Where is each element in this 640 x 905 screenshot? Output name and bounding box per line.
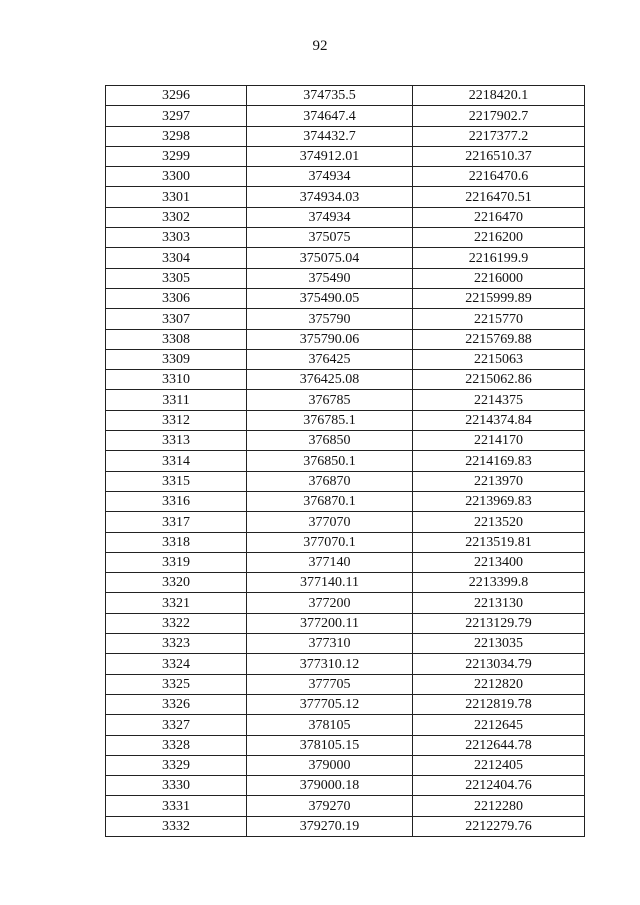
table-row <box>106 349 585 369</box>
table-row <box>106 491 585 511</box>
table-row <box>106 654 585 674</box>
point-number-cell: 3313 <box>106 431 247 451</box>
x-coordinate-cell: 374934 <box>247 167 413 187</box>
table-row <box>106 451 585 471</box>
y-coordinate-cell: 2216000 <box>413 268 585 288</box>
table-row <box>106 552 585 572</box>
table-row <box>106 796 585 816</box>
x-coordinate-cell: 376850.1 <box>247 451 413 471</box>
x-coordinate-cell: 377140.11 <box>247 573 413 593</box>
table-row <box>106 471 585 491</box>
x-coordinate-cell: 374647.4 <box>247 106 413 126</box>
point-number-cell: 3318 <box>106 532 247 552</box>
point-number-cell: 3319 <box>106 552 247 572</box>
y-coordinate-cell: 2212279.76 <box>413 816 585 836</box>
table-row <box>106 248 585 268</box>
y-coordinate-cell: 2213970 <box>413 471 585 491</box>
point-number-cell: 3323 <box>106 634 247 654</box>
table-row <box>106 167 585 187</box>
x-coordinate-cell: 374912.01 <box>247 146 413 166</box>
y-coordinate-cell: 2215769.88 <box>413 329 585 349</box>
y-coordinate-cell: 2212644.78 <box>413 735 585 755</box>
x-coordinate-cell: 379000 <box>247 755 413 775</box>
point-number-cell: 3304 <box>106 248 247 268</box>
page-number: 92 <box>312 38 328 54</box>
x-coordinate-cell: 378105 <box>247 715 413 735</box>
y-coordinate-cell: 2213035 <box>413 634 585 654</box>
x-coordinate-cell: 375790.06 <box>247 329 413 349</box>
y-coordinate-cell: 2212280 <box>413 796 585 816</box>
y-coordinate-cell: 2215063 <box>413 349 585 369</box>
table-row <box>106 512 585 532</box>
point-number-cell: 3328 <box>106 735 247 755</box>
x-coordinate-cell: 375490 <box>247 268 413 288</box>
point-number-cell: 3324 <box>106 654 247 674</box>
x-coordinate-cell: 376425 <box>247 349 413 369</box>
x-coordinate-cell: 377070 <box>247 512 413 532</box>
x-coordinate-cell: 379000.18 <box>247 776 413 796</box>
point-number-cell: 3326 <box>106 694 247 714</box>
y-coordinate-cell: 2213400 <box>413 552 585 572</box>
table-row <box>106 86 585 106</box>
table-row <box>106 288 585 308</box>
coordinates-table-body <box>106 86 585 837</box>
x-coordinate-cell: 377070.1 <box>247 532 413 552</box>
y-coordinate-cell: 2212405 <box>413 755 585 775</box>
y-coordinate-cell: 2215999.89 <box>413 288 585 308</box>
y-coordinate-cell: 2216470.6 <box>413 167 585 187</box>
point-number-cell: 3332 <box>106 816 247 836</box>
x-coordinate-cell: 375790 <box>247 309 413 329</box>
point-number-cell: 3329 <box>106 755 247 775</box>
table-row <box>106 573 585 593</box>
point-number-cell: 3302 <box>106 207 247 227</box>
y-coordinate-cell: 2213399.8 <box>413 573 585 593</box>
x-coordinate-cell: 376870 <box>247 471 413 491</box>
table-row <box>106 532 585 552</box>
y-coordinate-cell: 2214169.83 <box>413 451 585 471</box>
x-coordinate-cell: 376425.08 <box>247 370 413 390</box>
y-coordinate-cell: 2212819.78 <box>413 694 585 714</box>
table-row <box>106 735 585 755</box>
point-number-cell: 3308 <box>106 329 247 349</box>
x-coordinate-cell: 375490.05 <box>247 288 413 308</box>
x-coordinate-cell: 377310.12 <box>247 654 413 674</box>
x-coordinate-cell: 379270.19 <box>247 816 413 836</box>
x-coordinate-cell: 377140 <box>247 552 413 572</box>
y-coordinate-cell: 2214375 <box>413 390 585 410</box>
table-row <box>106 207 585 227</box>
table-row <box>106 268 585 288</box>
table-row <box>106 715 585 735</box>
x-coordinate-cell: 376785.1 <box>247 410 413 430</box>
x-coordinate-cell: 377200 <box>247 593 413 613</box>
x-coordinate-cell: 374735.5 <box>247 86 413 106</box>
table-row <box>106 228 585 248</box>
point-number-cell: 3307 <box>106 309 247 329</box>
y-coordinate-cell: 2217902.7 <box>413 106 585 126</box>
y-coordinate-cell: 2212820 <box>413 674 585 694</box>
table-row <box>106 634 585 654</box>
point-number-cell: 3315 <box>106 471 247 491</box>
y-coordinate-cell: 2212645 <box>413 715 585 735</box>
point-number-cell: 3310 <box>106 370 247 390</box>
x-coordinate-cell: 374934 <box>247 207 413 227</box>
y-coordinate-cell: 2215770 <box>413 309 585 329</box>
point-number-cell: 3305 <box>106 268 247 288</box>
y-coordinate-cell: 2212404.76 <box>413 776 585 796</box>
x-coordinate-cell: 377705.12 <box>247 694 413 714</box>
y-coordinate-cell: 2213034.79 <box>413 654 585 674</box>
table-row <box>106 370 585 390</box>
table-row <box>106 390 585 410</box>
y-coordinate-cell: 2216510.37 <box>413 146 585 166</box>
point-number-cell: 3327 <box>106 715 247 735</box>
point-number-cell: 3314 <box>106 451 247 471</box>
x-coordinate-cell: 378105.15 <box>247 735 413 755</box>
point-number-cell: 3311 <box>106 390 247 410</box>
table-row <box>106 126 585 146</box>
y-coordinate-cell: 2216470 <box>413 207 585 227</box>
table-row <box>106 674 585 694</box>
point-number-cell: 3330 <box>106 776 247 796</box>
table-row <box>106 106 585 126</box>
table-row <box>106 309 585 329</box>
x-coordinate-cell: 377705 <box>247 674 413 694</box>
x-coordinate-cell: 376870.1 <box>247 491 413 511</box>
y-coordinate-cell: 2216470.51 <box>413 187 585 207</box>
y-coordinate-cell: 2215062.86 <box>413 370 585 390</box>
y-coordinate-cell: 2218420.1 <box>413 86 585 106</box>
y-coordinate-cell: 2213129.79 <box>413 613 585 633</box>
table-row <box>106 816 585 836</box>
x-coordinate-cell: 377310 <box>247 634 413 654</box>
point-number-cell: 3325 <box>106 674 247 694</box>
y-coordinate-cell: 2214374.84 <box>413 410 585 430</box>
table-row <box>106 613 585 633</box>
y-coordinate-cell: 2216199.9 <box>413 248 585 268</box>
table-row <box>106 755 585 775</box>
point-number-cell: 3312 <box>106 410 247 430</box>
x-coordinate-cell: 374432.7 <box>247 126 413 146</box>
point-number-cell: 3316 <box>106 491 247 511</box>
point-number-cell: 3303 <box>106 228 247 248</box>
point-number-cell: 3299 <box>106 146 247 166</box>
table-row <box>106 431 585 451</box>
table-row <box>106 593 585 613</box>
point-number-cell: 3301 <box>106 187 247 207</box>
point-number-cell: 3331 <box>106 796 247 816</box>
point-number-cell: 3298 <box>106 126 247 146</box>
table-row <box>106 146 585 166</box>
table-row <box>106 187 585 207</box>
point-number-cell: 3306 <box>106 288 247 308</box>
y-coordinate-cell: 2213130 <box>413 593 585 613</box>
y-coordinate-cell: 2213969.83 <box>413 491 585 511</box>
point-number-cell: 3317 <box>106 512 247 532</box>
point-number-cell: 3297 <box>106 106 247 126</box>
point-number-cell: 3322 <box>106 613 247 633</box>
y-coordinate-cell: 2216200 <box>413 228 585 248</box>
x-coordinate-cell: 376785 <box>247 390 413 410</box>
x-coordinate-cell: 379270 <box>247 796 413 816</box>
x-coordinate-cell: 375075.04 <box>247 248 413 268</box>
x-coordinate-cell: 374934.03 <box>247 187 413 207</box>
table-row <box>106 694 585 714</box>
x-coordinate-cell: 377200.11 <box>247 613 413 633</box>
point-number-cell: 3309 <box>106 349 247 369</box>
y-coordinate-cell: 2214170 <box>413 431 585 451</box>
point-number-cell: 3296 <box>106 86 247 106</box>
x-coordinate-cell: 375075 <box>247 228 413 248</box>
y-coordinate-cell: 2217377.2 <box>413 126 585 146</box>
table-row <box>106 776 585 796</box>
point-number-cell: 3320 <box>106 573 247 593</box>
table-row <box>106 329 585 349</box>
y-coordinate-cell: 2213520 <box>413 512 585 532</box>
point-number-cell: 3321 <box>106 593 247 613</box>
x-coordinate-cell: 376850 <box>247 431 413 451</box>
coordinates-table <box>105 85 585 837</box>
table-row <box>106 410 585 430</box>
y-coordinate-cell: 2213519.81 <box>413 532 585 552</box>
point-number-cell: 3300 <box>106 167 247 187</box>
